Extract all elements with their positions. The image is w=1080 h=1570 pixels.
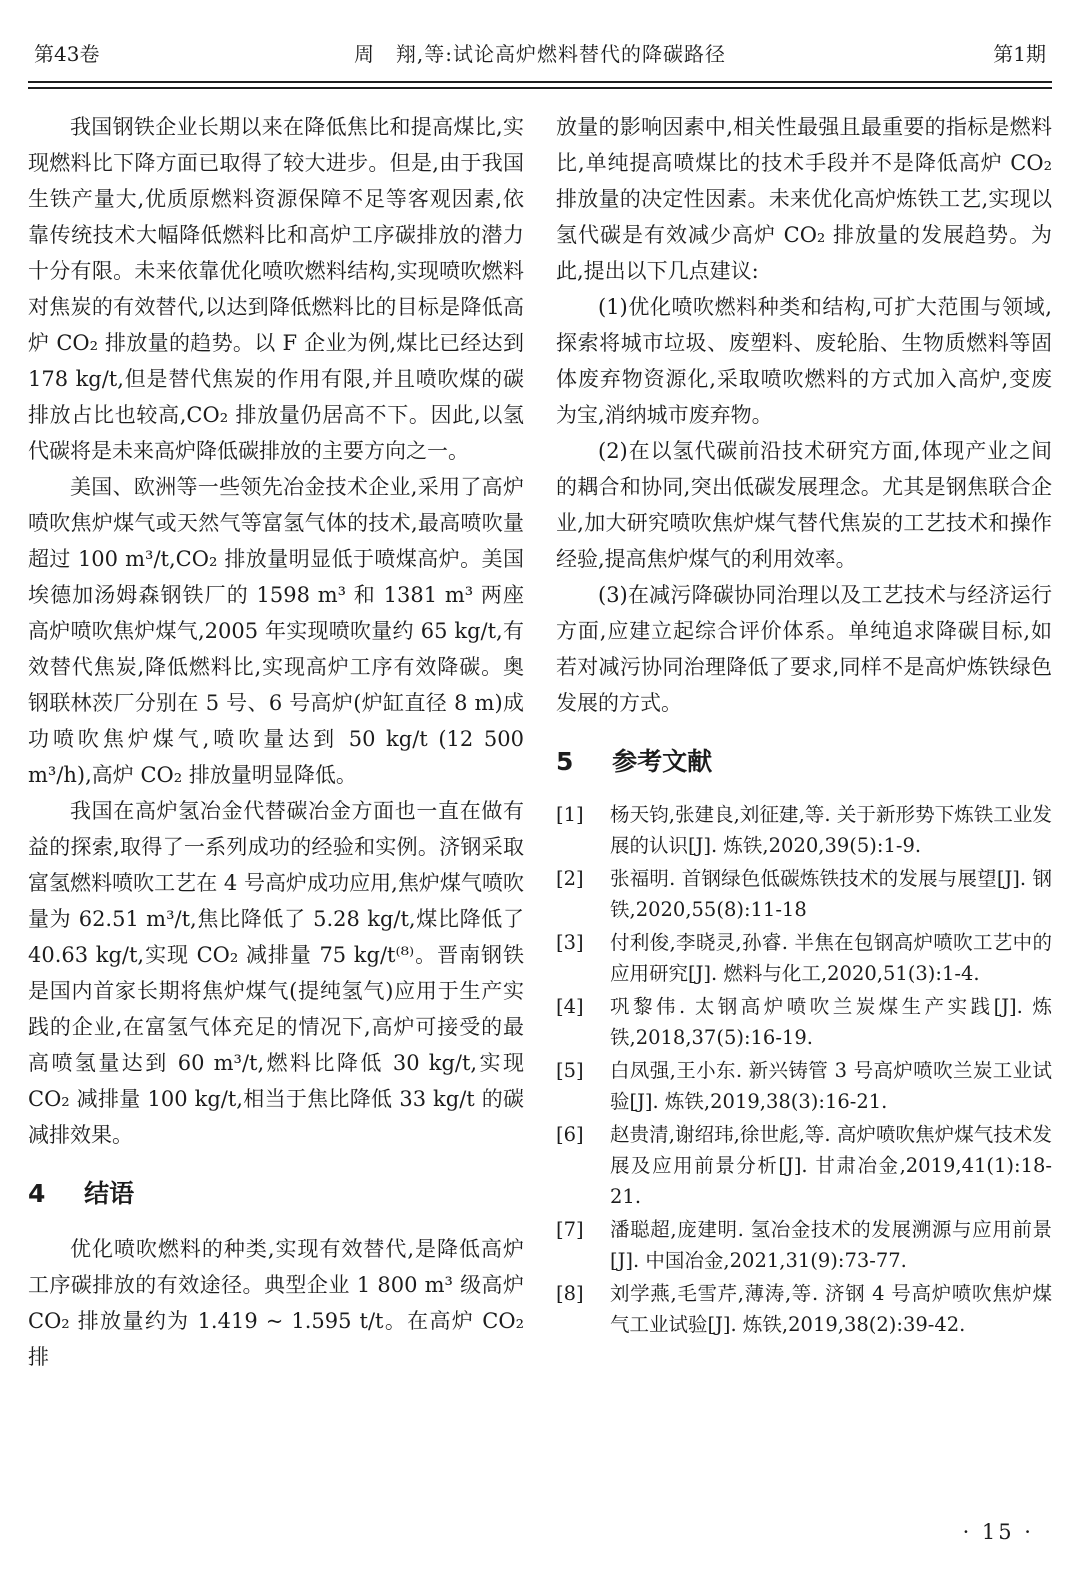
reference-text: 杨天钧,张建良,刘征建,等. 关于新形势下炼铁工业发展的认识[J]. 炼铁,2020,39(5):1-9. [610, 803, 1052, 857]
reference-item [556, 799, 1052, 861]
reference-item [556, 927, 1052, 989]
reference-list [556, 799, 1052, 1340]
reference-label: [6] [556, 1123, 584, 1146]
reference-label: [8] [556, 1282, 584, 1305]
body-paragraph: 优化喷吹燃料的种类,实现有效替代,是降低高炉工序碳排放的有效途径。典型企业 1 800 m³ 级高炉 CO₂ 排放量约为 1.419 ~ 1.595 t/t。在高炉 CO₂ 排 [28, 1237, 524, 1369]
right-column [556, 109, 1052, 1375]
reference-label: [5] [556, 1059, 584, 1082]
reference-item [556, 1278, 1052, 1340]
reference-item [556, 1055, 1052, 1117]
reference-item [556, 1119, 1052, 1212]
reference-text: 潘聪超,庞建明. 氢冶金技术的发展溯源与应用前景[J]. 中国冶金,2021,31(9):73-77. [610, 1218, 1052, 1272]
text-columns [28, 109, 1052, 1375]
body-paragraph: (3)在减污降碳协同治理以及工艺技术与经济运行方面,应建立起综合评价体系。单纯追求降碳目标,如若对减污协同治理降低了要求,同样不是高炉炼铁绿色发展的方式。 [556, 583, 1052, 715]
reference-text: 刘学燕,毛雪芹,薄涛,等. 济钢 4 号高炉喷吹焦炉煤气工业试验[J]. 炼铁,2019,38(2):39-42. [610, 1282, 1052, 1336]
reference-item [556, 863, 1052, 925]
reference-text: 张福明. 首钢绿色低碳炼铁技术的发展与展望[J]. 钢铁,2020,55(8):11-18 [610, 867, 1052, 921]
section-title: 参考文献 [612, 747, 713, 776]
section-number: 4 [28, 1179, 46, 1208]
body-paragraph: 我国钢铁企业长期以来在降低焦比和提高煤比,实现燃料比下降方面已取得了较大进步。但是,由于我国生铁产量大,优质原燃料资源保障不足等客观因素,依靠传统技术大幅降低燃料比和高炉工序碳排放的潜力十分有限。未来依靠优化喷吹燃料结构,实现喷吹燃料对焦炭的有效替代,以达到降低燃料比的目标是降低高炉 CO₂ 排放量的趋势。以 F 企业为例,煤比已经达到 178 kg/t,但是替代焦炭的作用有限,并且喷吹煤的碳排放占比也较高,CO₂ 排放量仍居高不下。因此,以氢代碳将是未来高炉降低碳排放的主要方向之一。 [28, 115, 524, 463]
section-number: 5 [556, 747, 574, 776]
reference-label: [1] [556, 803, 584, 826]
page-header [28, 30, 1052, 71]
reference-text: 赵贵清,谢绍玮,徐世彪,等. 高炉喷吹焦炉煤气技术发展及应用前景分析[J]. 甘肃冶金,2019,41(1):18-21. [610, 1123, 1052, 1208]
section-title: 结语 [84, 1179, 135, 1208]
reference-text: 巩黎伟. 太钢高炉喷吹兰炭煤生产实践[J]. 炼铁,2018,37(5):16-19. [610, 995, 1052, 1049]
header-divider-rule [28, 81, 1052, 89]
section-heading-conclusion [28, 1177, 524, 1211]
reference-label: [4] [556, 995, 584, 1018]
reference-label: [7] [556, 1218, 584, 1241]
reference-label: [2] [556, 867, 584, 890]
page-number: · 15 · [962, 1520, 1034, 1544]
section-heading-references [556, 745, 1052, 779]
reference-item [556, 1214, 1052, 1276]
reference-text: 付利俊,李晓灵,孙睿. 半焦在包钢高炉喷吹工艺中的应用研究[J]. 燃料与化工,2020,51(3):1-4. [610, 931, 1052, 985]
reference-text: 白凤强,王小东. 新兴铸管 3 号高炉喷吹兰炭工业试验[J]. 炼铁,2019,38(3):16-21. [610, 1059, 1052, 1113]
body-paragraph: (1)优化喷吹燃料种类和结构,可扩大范围与领域,探索将城市垃圾、废塑料、废轮胎、生物质燃料等固体废弃物资源化,采取喷吹燃料的方式加入高炉,变废为宝,消纳城市废弃物。 [556, 295, 1052, 427]
reference-label: [3] [556, 931, 584, 954]
header-volume: 第43卷 [34, 42, 100, 66]
body-paragraph: 美国、欧洲等一些领先冶金技术企业,采用了高炉喷吹焦炉煤气或天然气等富氢气体的技术,最高喷吹量超过 100 m³/t,CO₂ 排放量明显低于喷煤高炉。美国埃德加汤姆森钢铁厂的 1598 m³ 和 1381 m³ 两座高炉喷吹焦炉煤气,2005 年实现喷吹量约 65 kg/t,有效替代焦炭,降低燃料比,实现高炉工序有效降碳。奥钢联林茨厂分别在 5 号、6 号高炉(炉缸直径 8 m)成功喷吹焦炉煤气,喷吹量达到 50 kg/t (12 500 m³/h),高炉 CO₂ 排放量明显降低。 [28, 475, 524, 787]
reference-item [556, 991, 1052, 1053]
body-paragraph-continuation: 放量的影响因素中,相关性最强且最重要的指标是燃料比,单纯提高喷煤比的技术手段并不是降低高炉 CO₂ 排放量的决定性因素。未来优化高炉炼铁工艺,实现以氢代碳是有效减少高炉 CO₂ 排放量的发展趋势。为此,提出以下几点建议: [556, 115, 1052, 283]
left-column [28, 109, 524, 1375]
body-paragraph: (2)在以氢代碳前沿技术研究方面,体现产业之间的耦合和协同,突出低碳发展理念。尤其是钢焦联合企业,加大研究喷吹焦炉煤气替代焦炭的工艺技术和操作经验,提高焦炉煤气的利用效率。 [556, 439, 1052, 571]
header-issue: 第1期 [993, 42, 1046, 66]
header-running-title: 周 翔,等:试论高炉燃料替代的降碳路径 [353, 42, 727, 66]
body-paragraph: 我国在高炉氢冶金代替碳冶金方面也一直在做有益的探索,取得了一系列成功的经验和实例。济钢采取富氢燃料喷吹工艺在 4 号高炉成功应用,焦炉煤气喷吹量为 62.51 m³/t,焦比降低了 5.28 kg/t,煤比降低了 40.63 kg/t,实现 CO₂ 减排量 75 kg/t⁽⁸⁾。晋南钢铁是国内首家长期将焦炉煤气(提纯氢气)应用于生产实践的企业,在富氢气体充足的情况下,高炉可接受的最高喷氢量达到 60 m³/t,燃料比降低 30 kg/t,实现 CO₂ 减排量 100 kg/t,相当于焦比降低 33 kg/t 的碳减排效果。 [28, 799, 524, 1147]
